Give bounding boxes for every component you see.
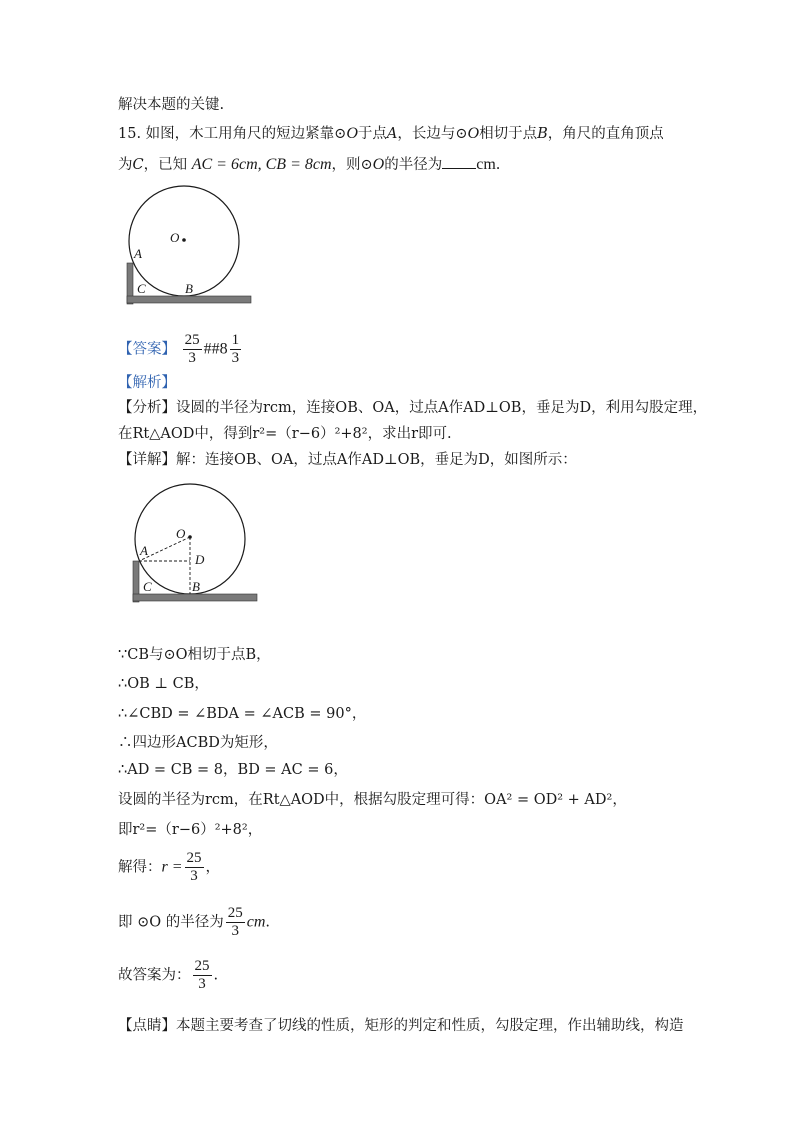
step-text: ∴AD = CB = 8，BD = AC = 6，: [118, 762, 348, 778]
circle-o-symbol: O: [372, 156, 385, 173]
step-text: ∵CB与⊙O相切于点B，: [118, 647, 271, 663]
fraction-denominator: 3: [190, 868, 198, 884]
question-text: 为: [118, 157, 133, 173]
question-line-1: [118, 124, 664, 144]
step-text: ∴四边形ACBD为矩形，: [118, 735, 278, 751]
step-text: 故答案为：: [118, 967, 191, 984]
fenxi-text: 设圆的半径为rcm，连接OB、OA，过点A作AD⊥OB，垂足为D，利用勾股定理，: [176, 400, 708, 416]
ruler-long-side: [133, 594, 257, 601]
step-text: 设圆的半径为rcm，在Rt△AOD中，根据勾股定理可得：OA² = OD² + AD²，: [118, 792, 627, 808]
step-1: [118, 645, 271, 665]
question-line-2: [118, 154, 500, 175]
figure-1: [118, 182, 258, 308]
answer-fraction: [183, 332, 202, 367]
fraction-denominator: 3: [231, 923, 240, 939]
fraction-numerator: 25: [227, 905, 243, 921]
circle-o-symbol: O: [467, 125, 480, 142]
question-text: ，角尺的直角顶点: [547, 126, 664, 142]
question-text: ，长边与⊙: [397, 126, 468, 142]
point-b-label: B: [537, 126, 548, 142]
fenxi-line-2: [118, 424, 452, 444]
variable-r: r =: [161, 858, 183, 876]
answer-blank: [442, 154, 476, 169]
final-fraction: [193, 958, 212, 993]
dianjing-label: 【点睛】: [118, 1018, 176, 1034]
step-text: .: [265, 914, 271, 931]
fraction-denominator: 3: [198, 976, 206, 992]
radius-fraction: [226, 905, 245, 940]
label-o: O: [176, 526, 186, 541]
question-text: 如图，木工用角尺的短边紧靠⊙: [145, 126, 347, 142]
step-text: ∴OB ⊥ CB，: [118, 676, 209, 692]
fenxi-text: 在Rt△AOD中，得到r²=（r−6）²+8²，求出r即可.: [118, 426, 452, 442]
fenxi-line-1: [118, 398, 707, 418]
point-c-label: C: [132, 157, 144, 173]
xiangjie-label: 【详解】: [118, 452, 176, 468]
question-text: 于点: [357, 126, 387, 142]
label-b: B: [192, 579, 200, 594]
label-a: A: [140, 543, 148, 558]
step-text: 即 ⊙O 的半径为: [118, 914, 224, 931]
unit-cm: cm: [246, 913, 266, 931]
fraction-numerator: 25: [194, 958, 210, 974]
figure-2: [124, 480, 264, 606]
xiangjie-line: [118, 450, 577, 470]
step-text: ∴∠CBD = ∠BDA = ∠ACB = 90°，: [118, 706, 367, 722]
intro-text: 解决本题的关键.: [118, 97, 225, 113]
circle-o-symbol: O: [346, 125, 358, 142]
step-9: [118, 905, 270, 940]
period: .: [495, 157, 501, 173]
r-fraction: [185, 850, 204, 885]
answer-label: 【答案】: [118, 341, 176, 358]
center-point: [182, 238, 186, 242]
fraction-denominator: 3: [231, 350, 240, 366]
dianjing-text: 本题主要考查了切线的性质，矩形的判定和性质，勾股定理，作出辅助线，构造: [176, 1018, 684, 1034]
question-text: 相切于点: [479, 126, 538, 142]
question-text: ，已知: [143, 157, 188, 173]
question-number: 15.: [118, 126, 142, 142]
question-text: ，则⊙: [331, 157, 373, 173]
step-10: [118, 958, 218, 993]
xiangjie-text: 解：连接OB、OA，过点A作AD⊥OB，垂足为D，如图所示：: [176, 452, 577, 468]
analysis-label: 【解析】: [118, 375, 176, 391]
question-text: 的半径为: [384, 157, 443, 173]
label-a: A: [134, 246, 142, 261]
label-d: D: [195, 552, 205, 567]
step-text: 即r²=（r−6）²+8²，: [118, 822, 263, 838]
step-5: [118, 760, 348, 780]
fenxi-label: 【分析】: [118, 400, 176, 416]
answer-line: [118, 332, 243, 367]
point-a-label: A: [386, 126, 398, 142]
answer-separator: ##8: [203, 340, 228, 358]
given-lengths: AC = 6cm, CB = 8cm: [191, 156, 332, 173]
label-o: O: [170, 230, 180, 245]
ruler-long-side: [127, 296, 251, 303]
step-text: 解得：: [118, 859, 162, 876]
step-8: [118, 850, 220, 885]
fraction-numerator: 1: [231, 332, 240, 348]
fraction-numerator: 25: [186, 850, 202, 866]
fraction-denominator: 3: [188, 350, 196, 366]
label-c: C: [143, 579, 152, 594]
analysis-heading: [118, 373, 176, 393]
step-4: [118, 733, 278, 753]
fraction-numerator: 25: [184, 332, 200, 348]
step-3: [118, 704, 366, 724]
step-6: [118, 790, 627, 810]
step-2: [118, 674, 209, 694]
step-text: ，: [205, 859, 221, 876]
answer-mixed-fraction: [230, 332, 242, 367]
step-text: .: [213, 967, 219, 984]
label-c: C: [137, 281, 146, 296]
dianjing-line: [118, 1016, 684, 1036]
unit-cm: cm: [476, 156, 496, 173]
step-7: [118, 820, 262, 840]
label-b: B: [185, 281, 193, 296]
intro-line: [118, 95, 224, 115]
